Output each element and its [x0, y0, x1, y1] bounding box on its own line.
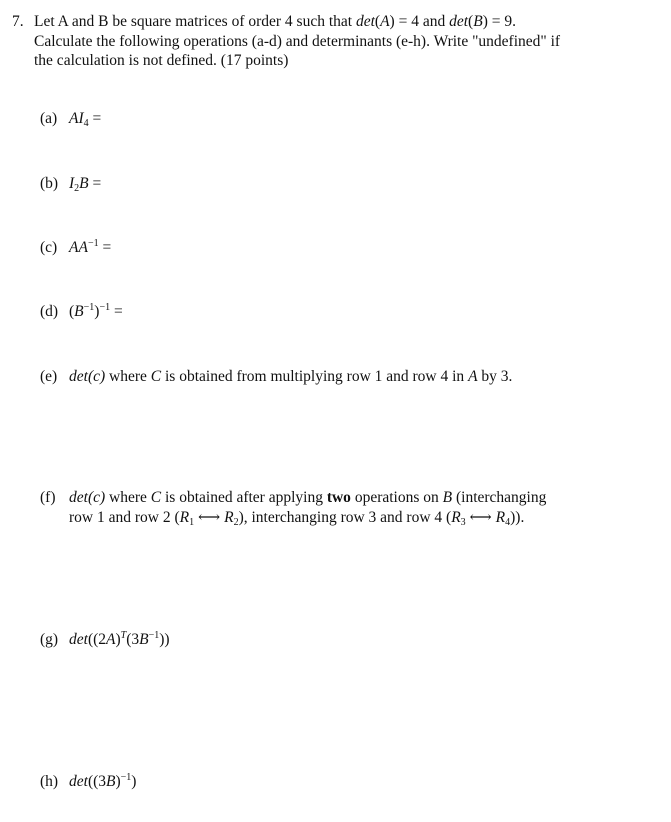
part-f-line-1 [40, 488, 630, 508]
part-a-subscript: 4 [83, 118, 89, 129]
part-d-inner-inverse: −1 [83, 302, 95, 313]
part-g [40, 630, 630, 650]
part-e-where: where [109, 368, 147, 385]
part-f-sub-3: 3 [460, 517, 466, 528]
part-f-r2: R [224, 509, 234, 526]
and-word: and [422, 13, 446, 30]
part-e-label: (e) [40, 368, 58, 385]
part-c-equals: = [102, 239, 112, 256]
part-f-line-2 [40, 508, 630, 528]
part-f-r3: R [451, 509, 461, 526]
part-e-arg: (c) [87, 368, 106, 385]
part-f-line2-c: )). [510, 509, 525, 526]
part-f-arrow-1: ⟷ [197, 509, 221, 526]
det-a-value: = 4 [398, 13, 419, 30]
part-h-close-2: ) [131, 773, 137, 790]
part-g-close-1: ) [115, 631, 121, 648]
part-g-det: det [69, 631, 88, 648]
part-b-label: (b) [40, 175, 59, 192]
part-e-text: is obtained from multiplying row 1 and row 4 in [164, 368, 465, 385]
part-f-sub-1: 1 [189, 517, 195, 528]
part-g-transpose: T [120, 630, 127, 641]
part-g-label: (g) [40, 631, 59, 648]
part-d-open-paren: ( [69, 303, 75, 320]
part-f-r1: R [179, 509, 190, 526]
part-d-outer-inverse: −1 [99, 302, 111, 313]
part-e-matrix-c: C [150, 368, 162, 385]
part-h-label: (h) [40, 773, 59, 790]
question-line-1: 7. Let A and B be square matrices of order 4 such that det(A) = 4 and det(B) = 9. [12, 13, 516, 30]
question-intro-text: Let A and B be square matrices of order 4 such that [34, 13, 356, 30]
part-h-matrix-b: B [106, 773, 116, 790]
part-f-line2-b: ), interchanging row 3 and row 4 ( [238, 509, 452, 526]
part-e-tail: by 3. [481, 368, 513, 385]
det-function: det [355, 13, 375, 30]
part-c [40, 238, 630, 258]
question-line-3: the calculation is not defined. (17 points) [34, 52, 289, 69]
part-e-matrix-a: A [468, 368, 478, 385]
part-f-label: (f) [40, 489, 56, 506]
part-f-text-1: is obtained after applying [164, 489, 323, 506]
part-f-matrix-c: C [150, 489, 162, 506]
part-d-close-paren: ) [94, 303, 100, 320]
part-f-sub-2: 2 [233, 517, 239, 528]
part-b-matrix: B [79, 175, 89, 192]
part-f-bold-two: two [326, 489, 351, 506]
part-h-det: det [69, 773, 88, 790]
part-f-where: where [109, 489, 147, 506]
part-f-sub-4: 4 [505, 517, 511, 528]
question-number: 7. [12, 13, 24, 30]
part-a-label: (a) [40, 110, 58, 127]
part-g-inverse: −1 [148, 630, 160, 641]
det-function-2: det [449, 13, 469, 30]
part-c-expression: AA [69, 239, 88, 256]
part-b-identity: I [69, 175, 75, 192]
part-g-open: ((2 [87, 631, 107, 648]
part-a [40, 109, 630, 129]
part-h [40, 772, 630, 792]
part-c-label: (c) [40, 239, 58, 256]
part-e [40, 367, 630, 387]
part-d-matrix: B [74, 303, 84, 320]
det-b-value: = 9. [491, 13, 516, 30]
part-c-inverse: −1 [87, 238, 99, 249]
part-a-equals: = [92, 110, 102, 127]
part-d-equals: = [113, 303, 123, 320]
part-h-open: ((3 [87, 773, 107, 790]
part-f-line2-a: row 1 and row 2 ( [69, 509, 180, 526]
part-f-text-3: (interchanging [455, 489, 547, 506]
part-f-arg: (c) [87, 489, 106, 506]
part-d [40, 302, 630, 322]
part-g-matrix-b: B [139, 631, 149, 648]
part-b-subscript: 2 [74, 183, 80, 194]
part-f-matrix-b: B [442, 489, 453, 506]
part-b-equals: = [92, 175, 102, 192]
question-7 [12, 12, 624, 71]
part-b [40, 174, 630, 194]
part-g-open-2: (3 [126, 631, 140, 648]
part-f-arrow-2: ⟷ [469, 509, 492, 526]
part-e-det: det [69, 368, 88, 385]
part-f-r4: R [495, 509, 506, 526]
part-f-text-2: operations on [354, 489, 439, 506]
part-g-matrix-a: A [106, 631, 116, 648]
part-a-matrix: A [69, 110, 79, 127]
part-h-close-1: ) [115, 773, 121, 790]
question-line-2: Calculate the following operations (a-d) and determinants (e-h). Write "undefined" if [34, 32, 561, 50]
part-g-close-2: )) [159, 631, 170, 648]
part-h-inverse: −1 [120, 772, 132, 783]
matrix-a: A [380, 13, 390, 30]
part-f [40, 488, 630, 528]
part-d-label: (d) [40, 303, 59, 320]
part-a-identity: I [78, 110, 84, 127]
part-f-det: det [69, 489, 88, 506]
matrix-b: B [473, 13, 483, 30]
